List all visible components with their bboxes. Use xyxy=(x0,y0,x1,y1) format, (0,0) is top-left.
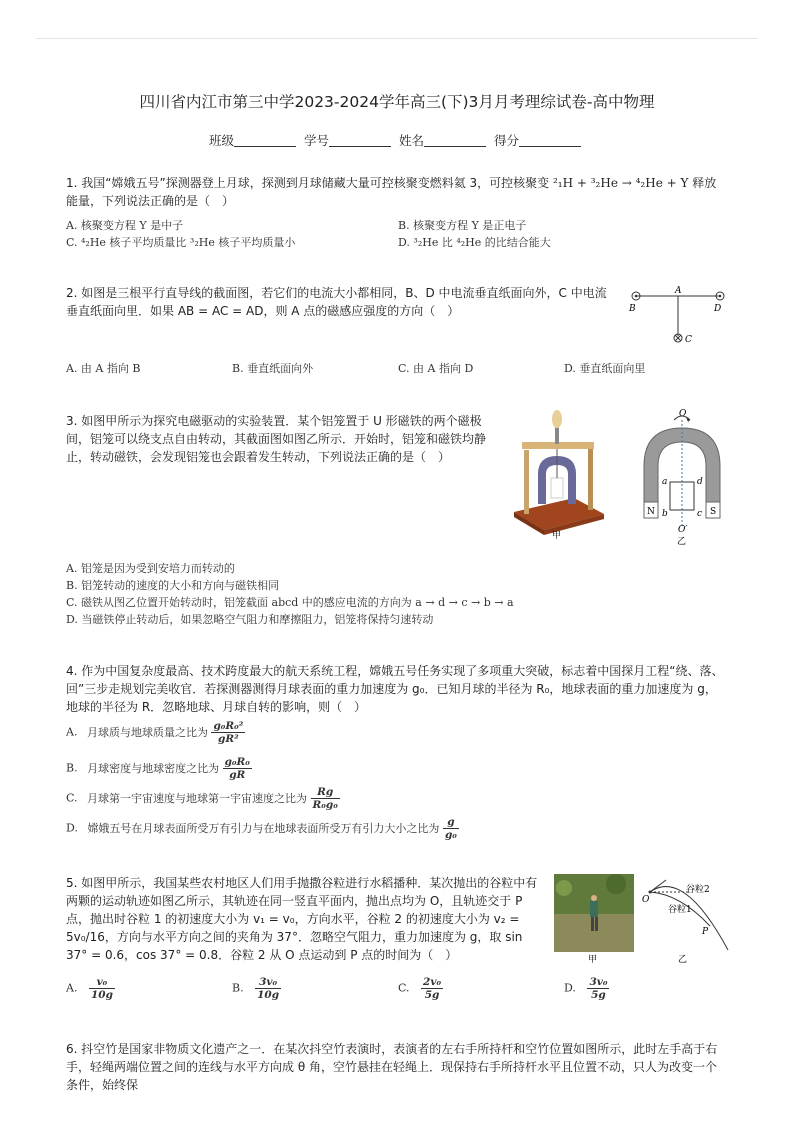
q5-option-a[interactable]: A. $\frac{\text{v₀}}{10g}$ xyxy=(66,976,113,1001)
q3-option-c[interactable]: C. 磁铁从图乙位置开始转动时，铝笼截面 abcd 中的感应电流的方向为 a → d → c → b → a xyxy=(66,596,514,609)
q2-label-a: A xyxy=(675,286,682,296)
q5-label-o: O xyxy=(642,895,650,905)
q4-d-fraction: $\frac{g}{\text{g₀}}$ xyxy=(444,816,457,841)
q2-option-c[interactable]: C. 由 A 指向 D xyxy=(398,362,474,375)
q2-label-d: D xyxy=(714,304,722,314)
q1-stem-b: 释放能量，下列说法正确的是（ ） xyxy=(66,176,717,208)
q4-a-fraction: $\frac{\text{g₀R₀²}}{\text{gR²}}$ xyxy=(213,720,244,745)
id-blank[interactable] xyxy=(329,134,391,147)
q5-label-jia: 甲 xyxy=(588,955,598,964)
q4-c-fraction: $\frac{Rg}{\text{R₀g₀}}$ xyxy=(312,786,338,811)
id-label: 学号 xyxy=(303,133,329,148)
q1-option-c[interactable]: C. ⁴₂He 核子平均质量比 ³₂He 核子平均质量小 xyxy=(66,236,296,249)
q3-option-b[interactable]: B. 铝笼转动的速度的大小和方向与磁铁相同 xyxy=(66,579,280,592)
question-2-stem: 2. 如图是三根平行直导线的截面图，若它们的电流大小都相同，B、D 中电流垂直纸面向外，C 中电流垂直纸面向里．如果 AB = AC = AD，则 A 点的磁感应强度的方向（ ） xyxy=(66,286,607,318)
q3-option-a[interactable]: A. 铝笼是因为受到安培力而转动的 xyxy=(66,562,235,575)
q3-label-s: S xyxy=(710,507,717,517)
name-blank[interactable] xyxy=(424,134,486,147)
q5-photo-figure-jia xyxy=(554,874,634,964)
q2-wire-figure xyxy=(622,284,734,348)
q4-option-a[interactable]: A. 月球质与地球质量之比为 $\frac{\text{g₀R₀²}}{\text{gR²}}$ xyxy=(66,720,244,745)
q3-label-b: b xyxy=(662,509,668,519)
q1-option-d[interactable]: D. ³₂He 比 ⁴₂He 的比结合能大 xyxy=(398,236,551,249)
question-3-stem: 3. 如图甲所示为探究电磁驱动的实验装置．某个铝笼置于 U 形磁铁的两个磁极间，铝笼可以绕支点自由转动，其截面图如图乙所示．开始时，铝笼和磁铁均静止，转动磁铁，会发现铝笼也会跟着发生转动，下列说法正确的是（ ） xyxy=(66,414,487,464)
question-6-stem: 6. 抖空竹是国家非物质文化遗产之一．在某次抖空竹表演时，表演者的左右手所持杆和空竹位置如图所示，此时左手高于右手，轻绳两端位置之间的连线与水平方向成 θ 角，空竹悬挂在轻绳上．现保持右手所持杆水平且位置不动，只人为改变一个条件，始终保 xyxy=(66,1042,718,1092)
page-title: 四川省内江市第三中学2023-2024学年高三(下)3月月考理综试卷-高中物理 xyxy=(139,93,655,111)
q5-label-p: P xyxy=(702,927,709,937)
q3-label-yi: 乙 xyxy=(677,537,687,546)
question-1-stem xyxy=(66,174,726,210)
q1-option-a[interactable]: A. 核聚变方程 Y 是中子 xyxy=(66,219,184,232)
q5-label-g2: 谷粒2 xyxy=(686,885,710,895)
q5-option-b[interactable]: B. $\frac{\text{3v₀}}{10g}$ xyxy=(232,976,280,1001)
q5-option-d[interactable]: D. $\frac{\text{3v₀}}{5g}$ xyxy=(564,976,608,1001)
q2-option-a[interactable]: A. 由 A 指向 B xyxy=(66,362,141,375)
q5-d-fraction: $\frac{\text{3v₀}}{5g}$ xyxy=(589,976,608,1001)
q3-label-c: c xyxy=(697,509,703,519)
q1-stem-a: 1. 我国“嫦娥五号”探测器登上月球，探测到月球储藏大量可控核聚变燃料氦 3，可控核聚变 xyxy=(66,176,553,190)
score-label: 得分 xyxy=(493,133,519,148)
q5-option-c[interactable]: C. $\frac{\text{2v₀}}{5g}$ xyxy=(398,976,442,1001)
q2-option-b[interactable]: B. 垂直纸面向外 xyxy=(232,362,314,375)
q3-label-jia: 甲 xyxy=(552,531,562,540)
q3-label-o2: O′ xyxy=(678,525,688,535)
q1-option-b[interactable]: B. 核聚变方程 Y 是正电子 xyxy=(398,219,527,232)
q3-label-o: O xyxy=(679,409,687,419)
q2-label-b: B xyxy=(629,304,636,314)
name-label: 姓名 xyxy=(398,133,424,148)
student-info-line xyxy=(0,131,794,149)
q3-label-d: d xyxy=(697,477,703,487)
q5-b-fraction: $\frac{\text{3v₀}}{10g}$ xyxy=(257,976,280,1001)
q4-b-fraction: $\frac{\text{g₀R₀}}{gR}$ xyxy=(224,756,250,781)
q2-option-d[interactable]: D. 垂直纸面向里 xyxy=(564,362,646,375)
q4-option-c[interactable]: C. 月球第一宇宙速度与地球第一宇宙速度之比为 $\frac{Rg}{\text{R₀g₀}}$ xyxy=(66,786,338,811)
q5-c-fraction: $\frac{\text{2v₀}}{5g}$ xyxy=(423,976,442,1001)
q3-apparatus-figure-jia xyxy=(510,408,606,540)
q5-trajectory-figure-yi xyxy=(640,874,732,966)
question-5-stem: 5. 如图甲所示，我国某些农村地区人们用手抛撒谷粒进行水稻播种．某次抛出的谷粒中有两颗的运动轨迹如图乙所示，其轨迹在同一竖直平面内，抛出点均为 O，且轨迹交于 P 点，抛出时谷粒 1 的初速度大小为 v₁ = v₀，方向水平，谷粒 2 的初速度大小为 v₂ = 5v₀/16，方向与水平方向之间的夹角为 37°．忽略空气阻力，重力加速度为 g，取 sin 37° = 0.6，cos 37° = 0.8．谷粒 2 从 O 点运动到 P 点的时间为（ ） xyxy=(66,876,538,962)
question-4-stem: 4. 作为中国复杂度最高、技术跨度最大的航天系统工程，嫦娥五号任务实现了多项重大突破，标志着中国探月工程“绕、落、回”三步走规划完美收官．若探测器测得月球表面的重力加速度为 g₀．已知月球的半径为 R₀，地球表面的重力加速度为 g，地球的半径为 R．忽略地球、月球自转的影响，则（ ） xyxy=(66,664,724,714)
q3-label-n: N xyxy=(647,507,655,517)
q4-option-d[interactable]: D. 嫦娥五号在月球表面所受万有引力与在地球表面所受万有引力大小之比为 $\frac{g}{\text{g₀}}$ xyxy=(66,816,457,841)
q3-label-a: a xyxy=(662,477,668,487)
q2-label-c: C xyxy=(685,335,692,345)
header-rule xyxy=(36,38,758,39)
class-label: 班级 xyxy=(208,133,234,148)
q1-equation: ²₁H + ³₂He → ⁴₂He + Y xyxy=(552,176,689,190)
q5-label-yi: 乙 xyxy=(678,955,688,965)
class-blank[interactable] xyxy=(234,134,296,147)
q5-a-fraction: $\frac{\text{v₀}}{10g}$ xyxy=(90,976,113,1001)
q5-label-g1: 谷粒1 xyxy=(668,905,692,915)
q3-cross-section-figure-yi xyxy=(634,406,730,546)
q3-option-d[interactable]: D. 当磁铁停止转动后，如果忽略空气阻力和摩擦阻力，铝笼将保持匀速转动 xyxy=(66,613,434,626)
q4-option-b[interactable]: B. 月球密度与地球密度之比为 $\frac{\text{g₀R₀}}{gR}$ xyxy=(66,756,250,781)
score-blank[interactable] xyxy=(519,134,581,147)
